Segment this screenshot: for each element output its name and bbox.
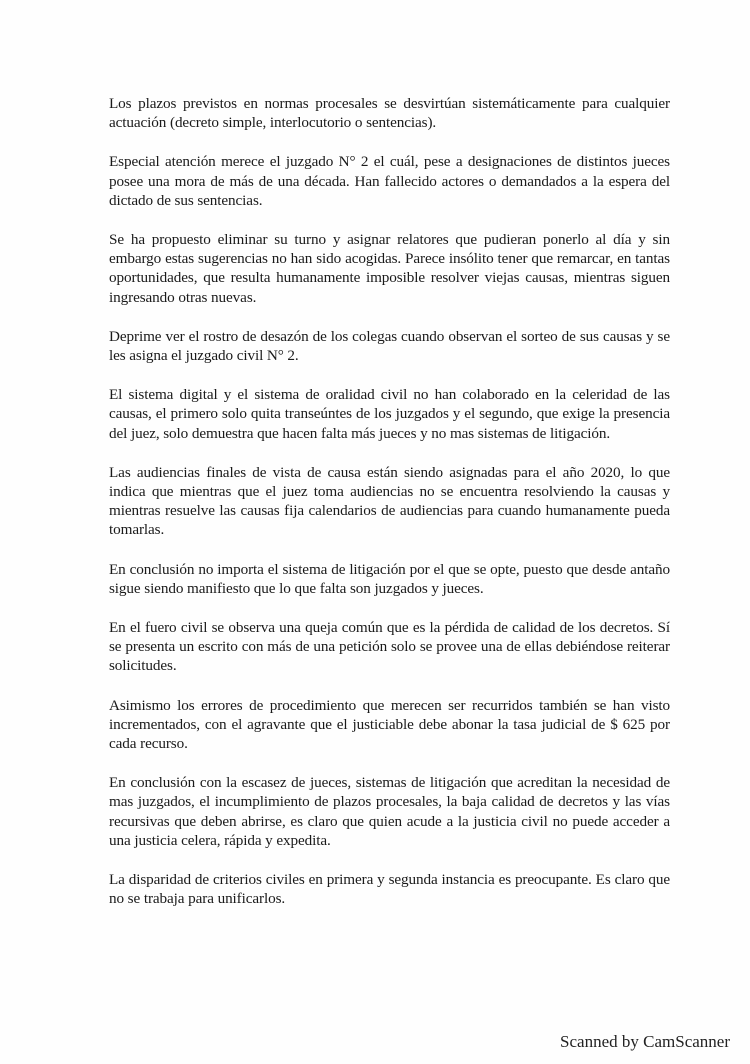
paragraph-fuero-civil: En el fuero civil se observa una queja común que es la pérdida de calidad de los decretos. Sí se presenta un escrito con más de una petición solo se provee una de ellas debiéndose reiterar solicitudes. [109,619,670,675]
paragraph-sistema-digital: El sistema digital y el sistema de oralidad civil no han colaborado en la celeridad de las causas, el primero solo quita transeúntes de los juzgados y el segundo, que exige la presencia del juez, solo demuestra que hacen falta más jueces y no mas sistemas de litigación. [109,386,670,442]
paragraph-relatores: Se ha propuesto eliminar su turno y asignar relatores que pudieran ponerlo al día y sin embargo estas sugerencias no han sido acogidas. Parece insólito tener que remarcar, en tantas oportunidades, que resulta humanamente imposible resolver viejas causas, mientras siguen ingresando otras nuevas. [109,231,670,306]
paragraph-errores-procedimiento: Asimismo los errores de procedimiento que merecen ser recurridos también se han visto incrementados, con el agravante que el justiciable debe abonar la tasa judicial de $ 625 por cada recurso. [109,696,670,753]
paragraph-plazos: Los plazos previstos en normas procesales se desvirtúan sistemáticamente para cualquier actuación (decreto simple, interlocutorio o sentencias). [109,95,670,132]
paragraph-juzgado-2: Especial atención merece el juzgado N° 2 el cuál, pese a designaciones de distintos jueces posee una mora de más de una década. Han fallecido actores o demandados a la espera del dictado de sus sentencias. [109,153,670,209]
paragraph-desazon: Deprime ver el rostro de desazón de los colegas cuando observan el sorteo de sus causas y se les asigna el juzgado civil N° 2. [109,327,670,365]
paragraph-disparidad: La disparidad de criterios civiles en primera y segunda instancia es preocupante. Es claro que no se trabaja para unificarlos. [109,871,670,908]
document-body [109,94,670,929]
camscanner-watermark: Scanned by CamScanner [560,1032,730,1051]
paragraph-audiencias: Las audiencias finales de vista de causa están siendo asignadas para el año 2020, lo que indica que mientras que el juez toma audiencias no se encuentra resolviendo la causas y mientras resuelve las causas fija calendarios de audiencias para cuando humanamente pueda tomarlas. [109,463,670,539]
paragraph-conclusion-litigacion: En conclusión no importa el sistema de litigación por el que se opte, puesto que desde antaño sigue siendo manifiesto que lo que falta son juzgados y jueces. [109,560,670,597]
paragraph-conclusion-escasez: En conclusión con la escasez de jueces, sistemas de litigación que acreditan la necesidad de mas juzgados, el incumplimiento de plazos procesales, la baja calidad de decretos y las vías recursivas que deben abrirse, es claro que quien acude a la justicia civil no puede acceder a una justicia celera, rápida y expedita. [109,774,670,849]
